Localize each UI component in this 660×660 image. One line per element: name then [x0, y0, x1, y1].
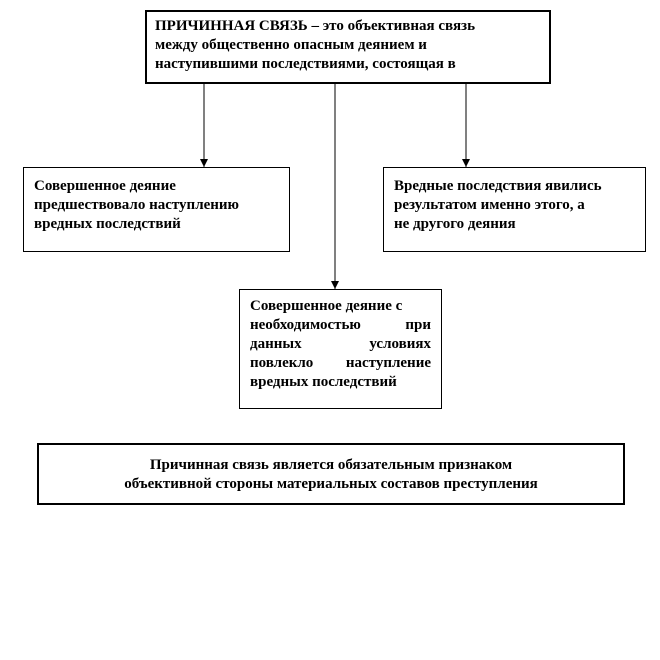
- result-line-1: Вредные последствия явились: [394, 178, 602, 194]
- necessity-line-3: данных условиях: [250, 336, 431, 352]
- precedence-line-1: Совершенное деяние: [34, 178, 176, 194]
- definition-line-1: [155, 17, 541, 36]
- precedence-line-2: предшествовало наступлению: [34, 197, 240, 213]
- conclusion-line-2: объективной стороны материальных составов преступления: [124, 476, 538, 492]
- necessity-box: [239, 289, 442, 409]
- definition-line-2: между общественно опасным деянием и: [155, 37, 427, 53]
- definition-line-3: наступившими последствиями, состоящая в: [155, 56, 456, 72]
- necessity-line-4: повлекло наступление: [250, 355, 431, 371]
- precedence-box: [23, 167, 290, 252]
- conclusion-box: [37, 443, 625, 505]
- result-line-2: результатом именно этого, а: [394, 197, 585, 213]
- definition-term: ПРИЧИННАЯ СВЯЗЬ: [155, 18, 308, 34]
- necessity-line-1: Совершенное деяние с: [250, 298, 403, 314]
- conclusion-line-1: Причинная связь является обязательным признаком: [149, 457, 513, 473]
- precedence-line-3: вредных последствий: [34, 216, 181, 232]
- result-box: [383, 167, 646, 252]
- definition-box: [145, 10, 551, 84]
- result-line-3: не другого деяния: [394, 216, 516, 232]
- necessity-line-2: необходимостью при: [250, 317, 431, 333]
- arrowhead-left: [200, 159, 208, 167]
- arrowhead-right: [462, 159, 470, 167]
- arrowhead-center: [331, 281, 339, 289]
- necessity-line-5: вредных последствий: [250, 374, 397, 390]
- definition-line-1-rest: – это объективная связь: [307, 18, 476, 34]
